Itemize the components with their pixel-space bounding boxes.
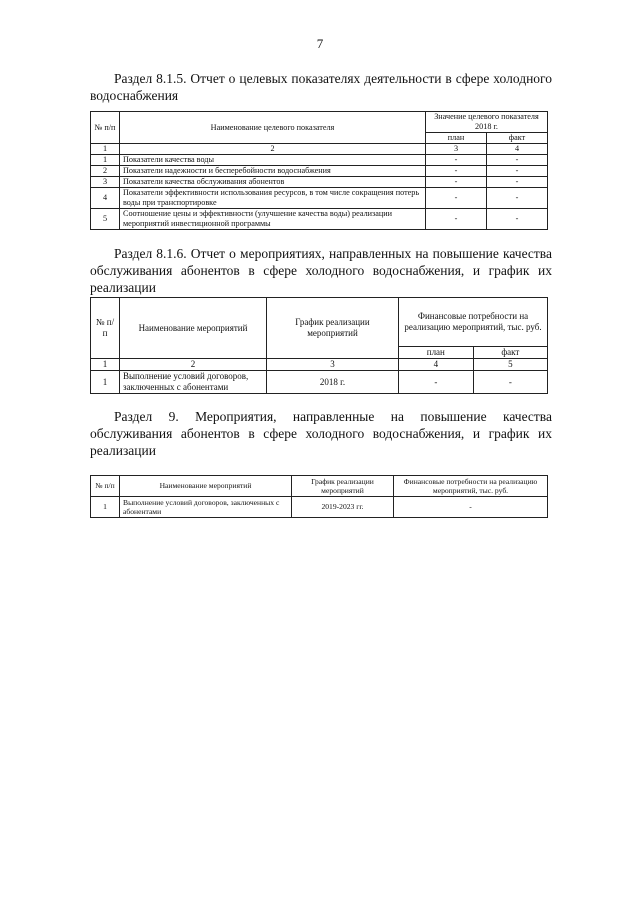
index-cell: 1 [91, 144, 120, 155]
header-target-value: Значение целевого показателя 2018 г. [426, 112, 548, 133]
index-cell: 1 [91, 359, 120, 371]
row-schedule: 2019-2023 гг. [292, 497, 394, 518]
index-cell: 3 [426, 144, 487, 155]
header-measure-name: Наименование мероприятий [120, 298, 267, 359]
row-name: Выполнение условий договоров, заключенных с абонентами [120, 497, 292, 518]
row-num: 1 [91, 497, 120, 518]
index-cell: 2 [120, 144, 426, 155]
section-816-table [90, 297, 548, 394]
row-fact: - [473, 371, 547, 394]
row-plan: - [426, 209, 487, 230]
row-fact: - [487, 188, 548, 209]
row-num: 5 [91, 209, 120, 230]
header-num: № п/п [91, 112, 120, 144]
row-plan: - [426, 177, 487, 188]
header-num: № п/п [91, 298, 120, 359]
table-row [91, 177, 548, 188]
index-row [91, 144, 548, 155]
header-plan: план [426, 133, 487, 144]
row-name: Выполнение условий договоров, заключенных с абонентами [120, 371, 267, 394]
header-measure-name: Наименование мероприятий [120, 476, 292, 497]
index-row [91, 359, 548, 371]
index-cell: 5 [473, 359, 547, 371]
row-num: 2 [91, 166, 120, 177]
index-cell: 4 [487, 144, 548, 155]
header-plan: план [399, 347, 474, 359]
row-num: 1 [91, 155, 120, 166]
row-num: 1 [91, 371, 120, 394]
row-fact: - [487, 166, 548, 177]
page-number: 7 [316, 36, 324, 51]
section-9-table [90, 475, 548, 518]
section-9-heading [90, 408, 552, 459]
header-fact: факт [473, 347, 547, 359]
section-815-table [90, 111, 548, 230]
section-815-heading-text: Раздел 8.1.5. Отчет о целевых показателях деятельности в сфере холодного водоснабжения [90, 71, 552, 103]
row-num: 3 [91, 177, 120, 188]
row-fact: - [487, 177, 548, 188]
index-cell: 2 [120, 359, 267, 371]
row-fact: - [487, 209, 548, 230]
row-num: 4 [91, 188, 120, 209]
row-finance: - [394, 497, 548, 518]
index-cell: 3 [267, 359, 399, 371]
row-plan: - [426, 155, 487, 166]
table-row [91, 497, 548, 518]
table-row [91, 209, 548, 230]
table-row [91, 155, 548, 166]
section-815-heading [90, 70, 552, 104]
row-plan: - [399, 371, 474, 394]
header-finance: Финансовые потребности на реализацию мероприятий, тыс. руб. [394, 476, 548, 497]
row-name: Показатели надежности и бесперебойности водоснабжения [120, 166, 426, 177]
header-schedule: График реализации мероприятий [267, 298, 399, 359]
row-plan: - [426, 188, 487, 209]
row-name: Соотношение цены и эффективности (улучшение качества воды) реализации мероприятий инвестиционной программы [120, 209, 426, 230]
header-schedule: График реализации мероприятий [292, 476, 394, 497]
table-row [91, 188, 548, 209]
table-row [91, 166, 548, 177]
row-name: Показатели качества обслуживания абонентов [120, 177, 426, 188]
section-816-heading-text: Раздел 8.1.6. Отчет о мероприятиях, направленных на повышение качества обслуживания абонентов в сфере холодного водоснабжения, и график их реализации [90, 246, 552, 295]
header-indicator-name: Наименование целевого показателя [120, 112, 426, 144]
header-fact: факт [487, 133, 548, 144]
row-schedule: 2018 г. [267, 371, 399, 394]
row-fact: - [487, 155, 548, 166]
row-name: Показатели эффективности использования ресурсов, в том числе сокращения потерь воды при транспортировке [120, 188, 426, 209]
section-9-heading-text: Раздел 9. Мероприятия, направленные на повышение качества обслуживания абонентов в сфере холодного водоснабжения, и график их реализации [90, 409, 552, 458]
header-finance: Финансовые потребности на реализацию мероприятий, тыс. руб. [399, 298, 548, 347]
header-num: № п/п [91, 476, 120, 497]
row-name: Показатели качества воды [120, 155, 426, 166]
section-816-heading [90, 245, 552, 296]
row-plan: - [426, 166, 487, 177]
table-row [91, 371, 548, 394]
index-cell: 4 [399, 359, 474, 371]
